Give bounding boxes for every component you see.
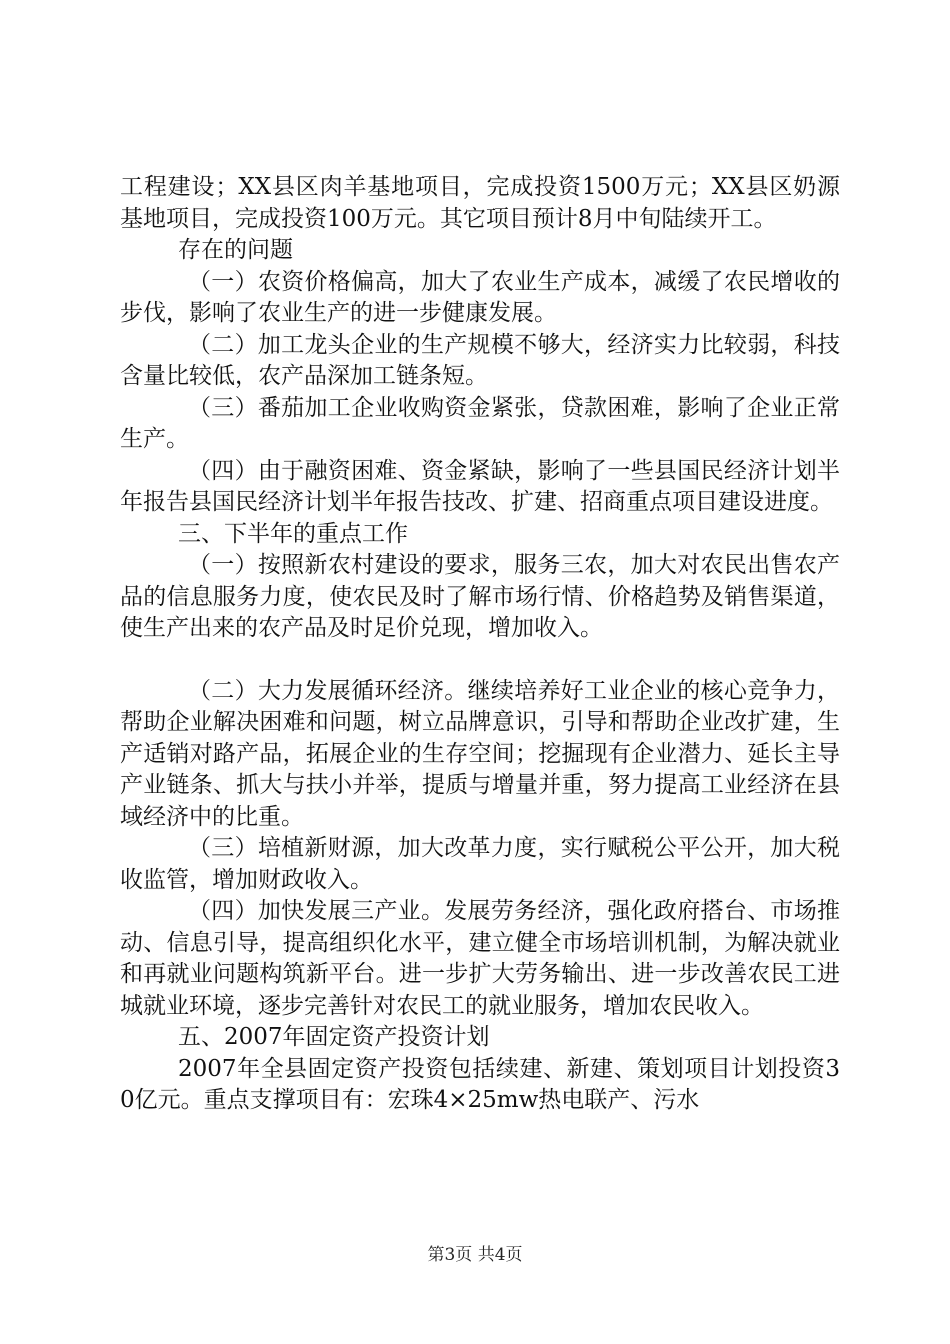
paragraph-work-1: （一）按照新农村建设的要求，服务三农，加大对农民出售农产品的信息服务力度，使农民及时了解市场行情、价格趋势及销售渠道，使生产出来的农产品及时足价兑现，增加收入。 bbox=[120, 552, 840, 641]
paragraph-work-3: （三）培植新财源，加大改革力度，实行赋税公平公开，加大税收监管，增加财政收入。 bbox=[120, 835, 840, 893]
paragraph-problem-3: （三）番茄加工企业收购资金紧张，贷款困难，影响了企业正常生产。 bbox=[120, 394, 840, 452]
section-heading-problems: 存在的问题 bbox=[178, 237, 293, 263]
paragraph-continuation: 工程建设；XX县区肉羊基地项目，完成投资1500万元；XX县区奶源基地项目，完成投资100万元。其它项目预计8月中旬陆续开工。 bbox=[120, 174, 840, 232]
paragraph-gap bbox=[120, 645, 840, 676]
paragraph-problem-1: （一）农资价格偏高，加大了农业生产成本，减缓了农民增收的步伐，影响了农业生产的进一步健康发展。 bbox=[120, 268, 840, 326]
paragraph-problem-4: （四）由于融资困难、资金紧缺，影响了一些县国民经济计划半年报告县国民经济计划半年报告技改、扩建、招商重点项目建设进度。 bbox=[120, 457, 840, 515]
paragraph-work-2: （二）大力发展循环经济。继续培养好工业企业的核心竞争力，帮助企业解决困难和问题，树立品牌意识，引导和帮助企业改扩建，生产适销对路产品，拓展企业的生存空间；挖掘现有企业潜力、延长主导产业链条、抓大与扶小并举，提质与增量并重，努力提高工业经济在县域经济中的比重。 bbox=[120, 677, 840, 830]
section-heading-investment: 五、2007年固定资产投资计划 bbox=[178, 1024, 490, 1050]
section-heading-second-half: 三、下半年的重点工作 bbox=[178, 520, 408, 547]
paragraph-investment: 2007年全县固定资产投资包括续建、新建、策划项目计划投资30亿元。重点支撑项目有：宏珠4×25mw热电联产、污水 bbox=[120, 1055, 840, 1113]
document-body bbox=[120, 172, 840, 1117]
paragraph-work-4: （四）加快发展三产业。发展劳务经济，强化政府搭台、市场推动、信息引导，提高组织化水平，建立健全市场培训机制，为解决就业和再就业问题构筑新平台。进一步扩大劳务输出、进一步改善农民工进城就业环境，逐步完善针对农民工的就业服务，增加农民收入。 bbox=[120, 898, 840, 1019]
paragraph-problem-2: （二）加工龙头企业的生产规模不够大，经济实力比较弱，科技含量比较低，农产品深加工链条短。 bbox=[120, 331, 840, 389]
page-number-footer: 第3页 共4页 bbox=[427, 1245, 523, 1265]
